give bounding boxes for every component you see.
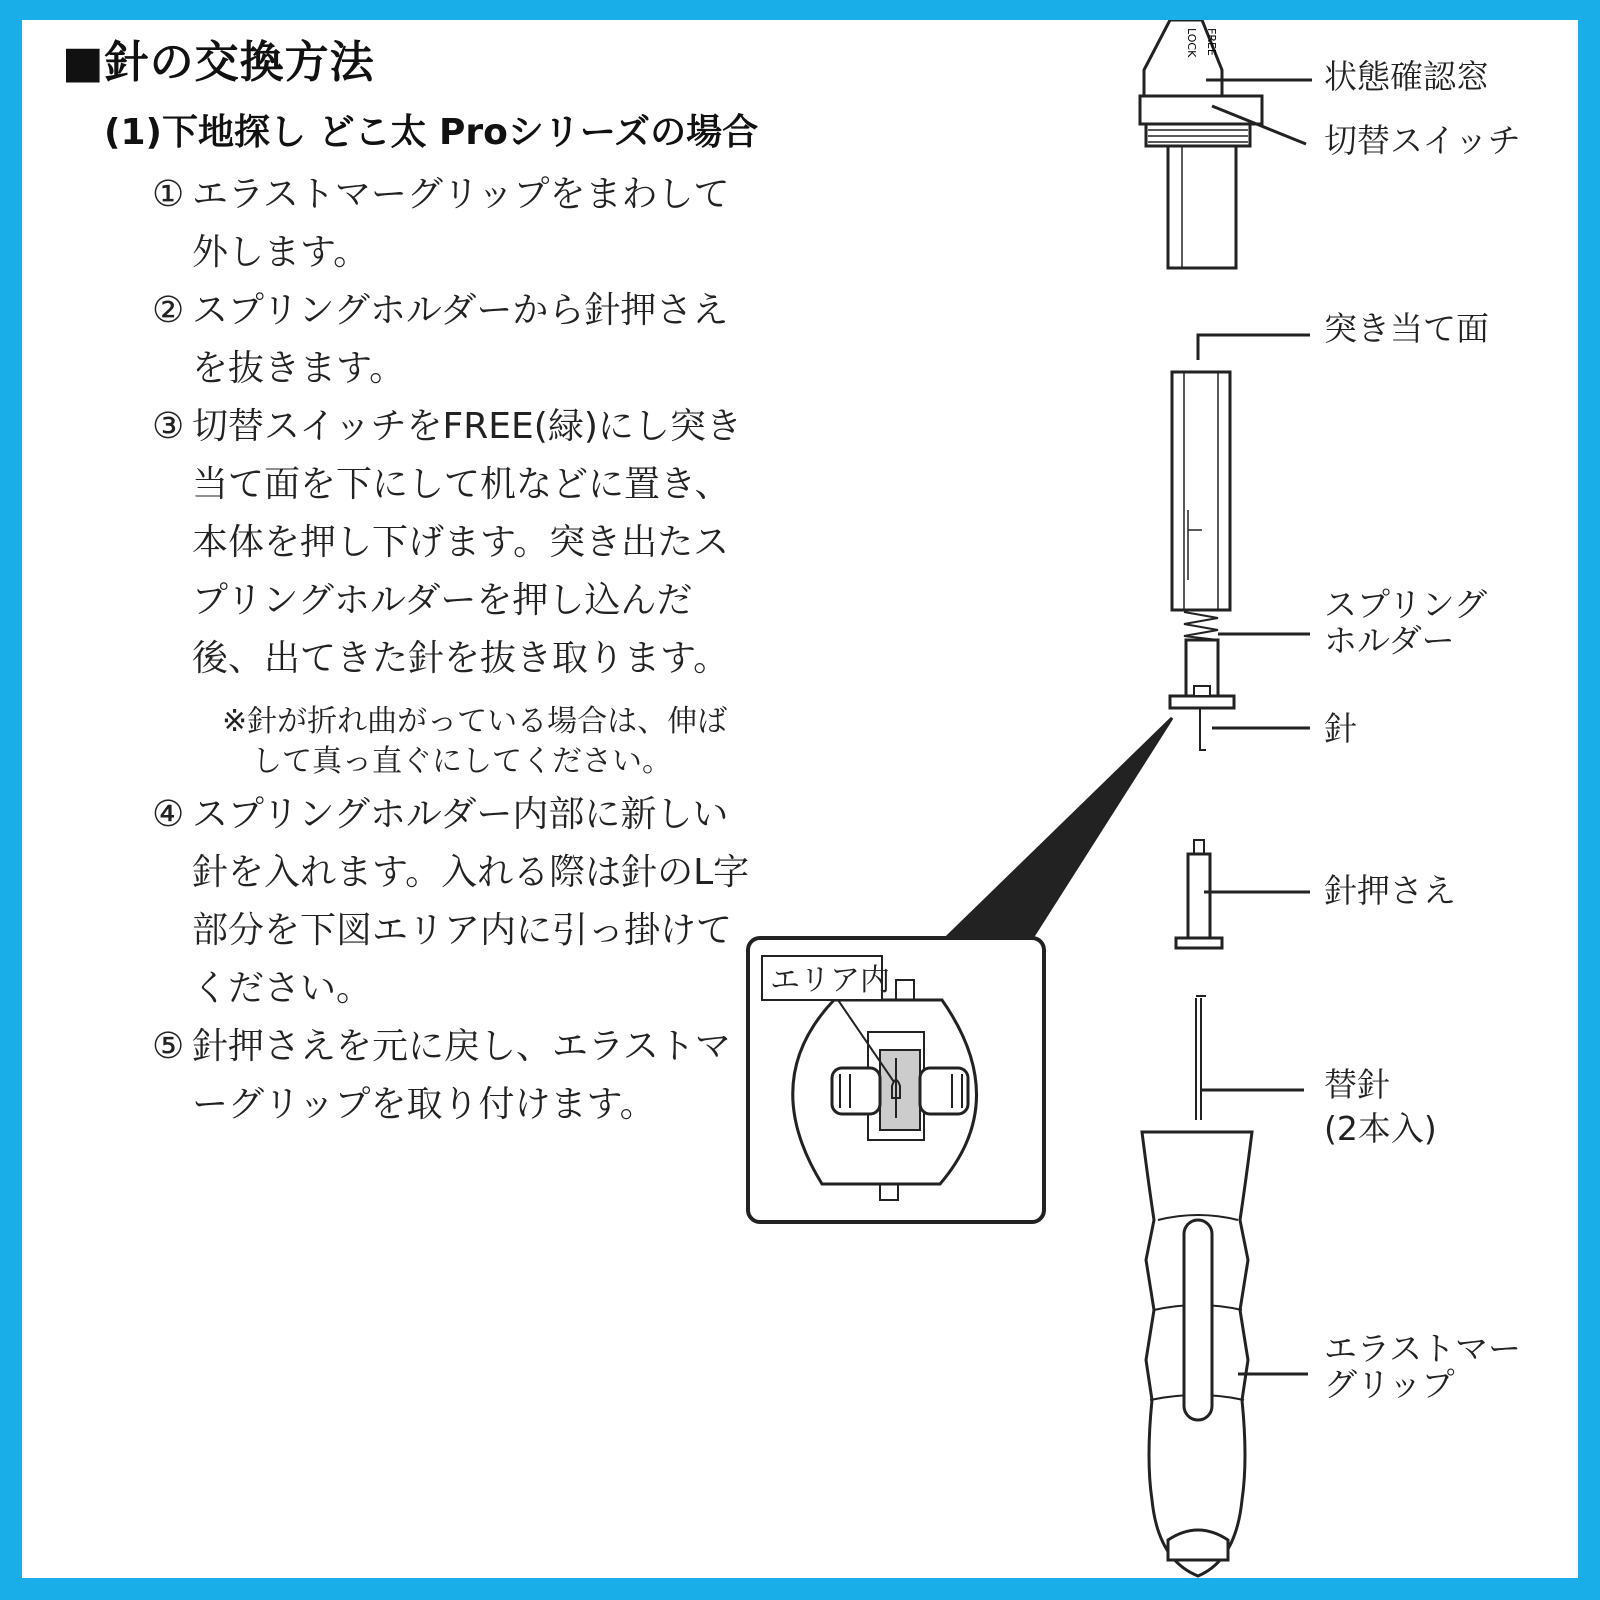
label-spring-holder-line2: ホルダー [1324,621,1455,660]
step-text: スプリングホルダーから針押さえを抜きます。 [192,290,729,389]
body-part [1170,335,1310,750]
grip-part [1142,1132,1308,1576]
label-spare-needle-line2: (2本入) [1324,1109,1437,1148]
label-contact-face: 突き当て面 [1324,309,1489,348]
subsection-heading: (1)下地探し どこ太 Proシリーズの場合 [104,112,759,153]
label-spring-holder-line1: スプリング [1324,585,1488,624]
step-number: ③ [152,406,185,447]
step-number: ④ [152,794,185,835]
label-needle-holder: 針押さえ [1324,871,1456,910]
area-label: エリア内 [770,963,890,998]
needle-holder-part [1176,840,1310,948]
spare-needle-part [1196,996,1304,1120]
label-status-window: 状態確認窓 [1324,57,1489,96]
label-grip-line2: グリップ [1324,1365,1455,1404]
label-switch: 切替スイッチ [1324,121,1521,160]
label-needle: 針 [1324,709,1357,748]
section-heading: ■針の交換方法 [62,37,375,88]
cap-part [1140,20,1262,268]
free-marking: FREE [1205,28,1218,56]
label-grip-line1: エラストマー [1324,1329,1522,1368]
step-text: エラストマーグリップをまわして外します。 [192,174,730,273]
step-text: 切替スイッチをFREE(緑)にし突き当て面を下にして机などに置き、本体を押し下げます。突き出たスプリングホルダーを押し込んだ後、出てきた針を抜き取ります。 [192,406,742,679]
lock-marking: LOCK [1185,28,1198,58]
step-number: ⑤ [152,1026,185,1067]
warning-note: ※針が折れ曲がっている場合は、伸ばして真っ直ぐにしてください。 [222,704,728,779]
step-number: ① [152,174,185,215]
step-text: スプリングホルダー内部に新しい針を入れます。入れる際は針のL字部分を下図エリア内に引っ掛けてください。 [192,794,750,1009]
label-spare-needle-line1: 替針 [1324,1065,1390,1104]
step-text: 針押さえを元に戻し、エラストマーグリップを取り付けます。 [192,1026,731,1125]
step-number: ② [152,290,185,331]
